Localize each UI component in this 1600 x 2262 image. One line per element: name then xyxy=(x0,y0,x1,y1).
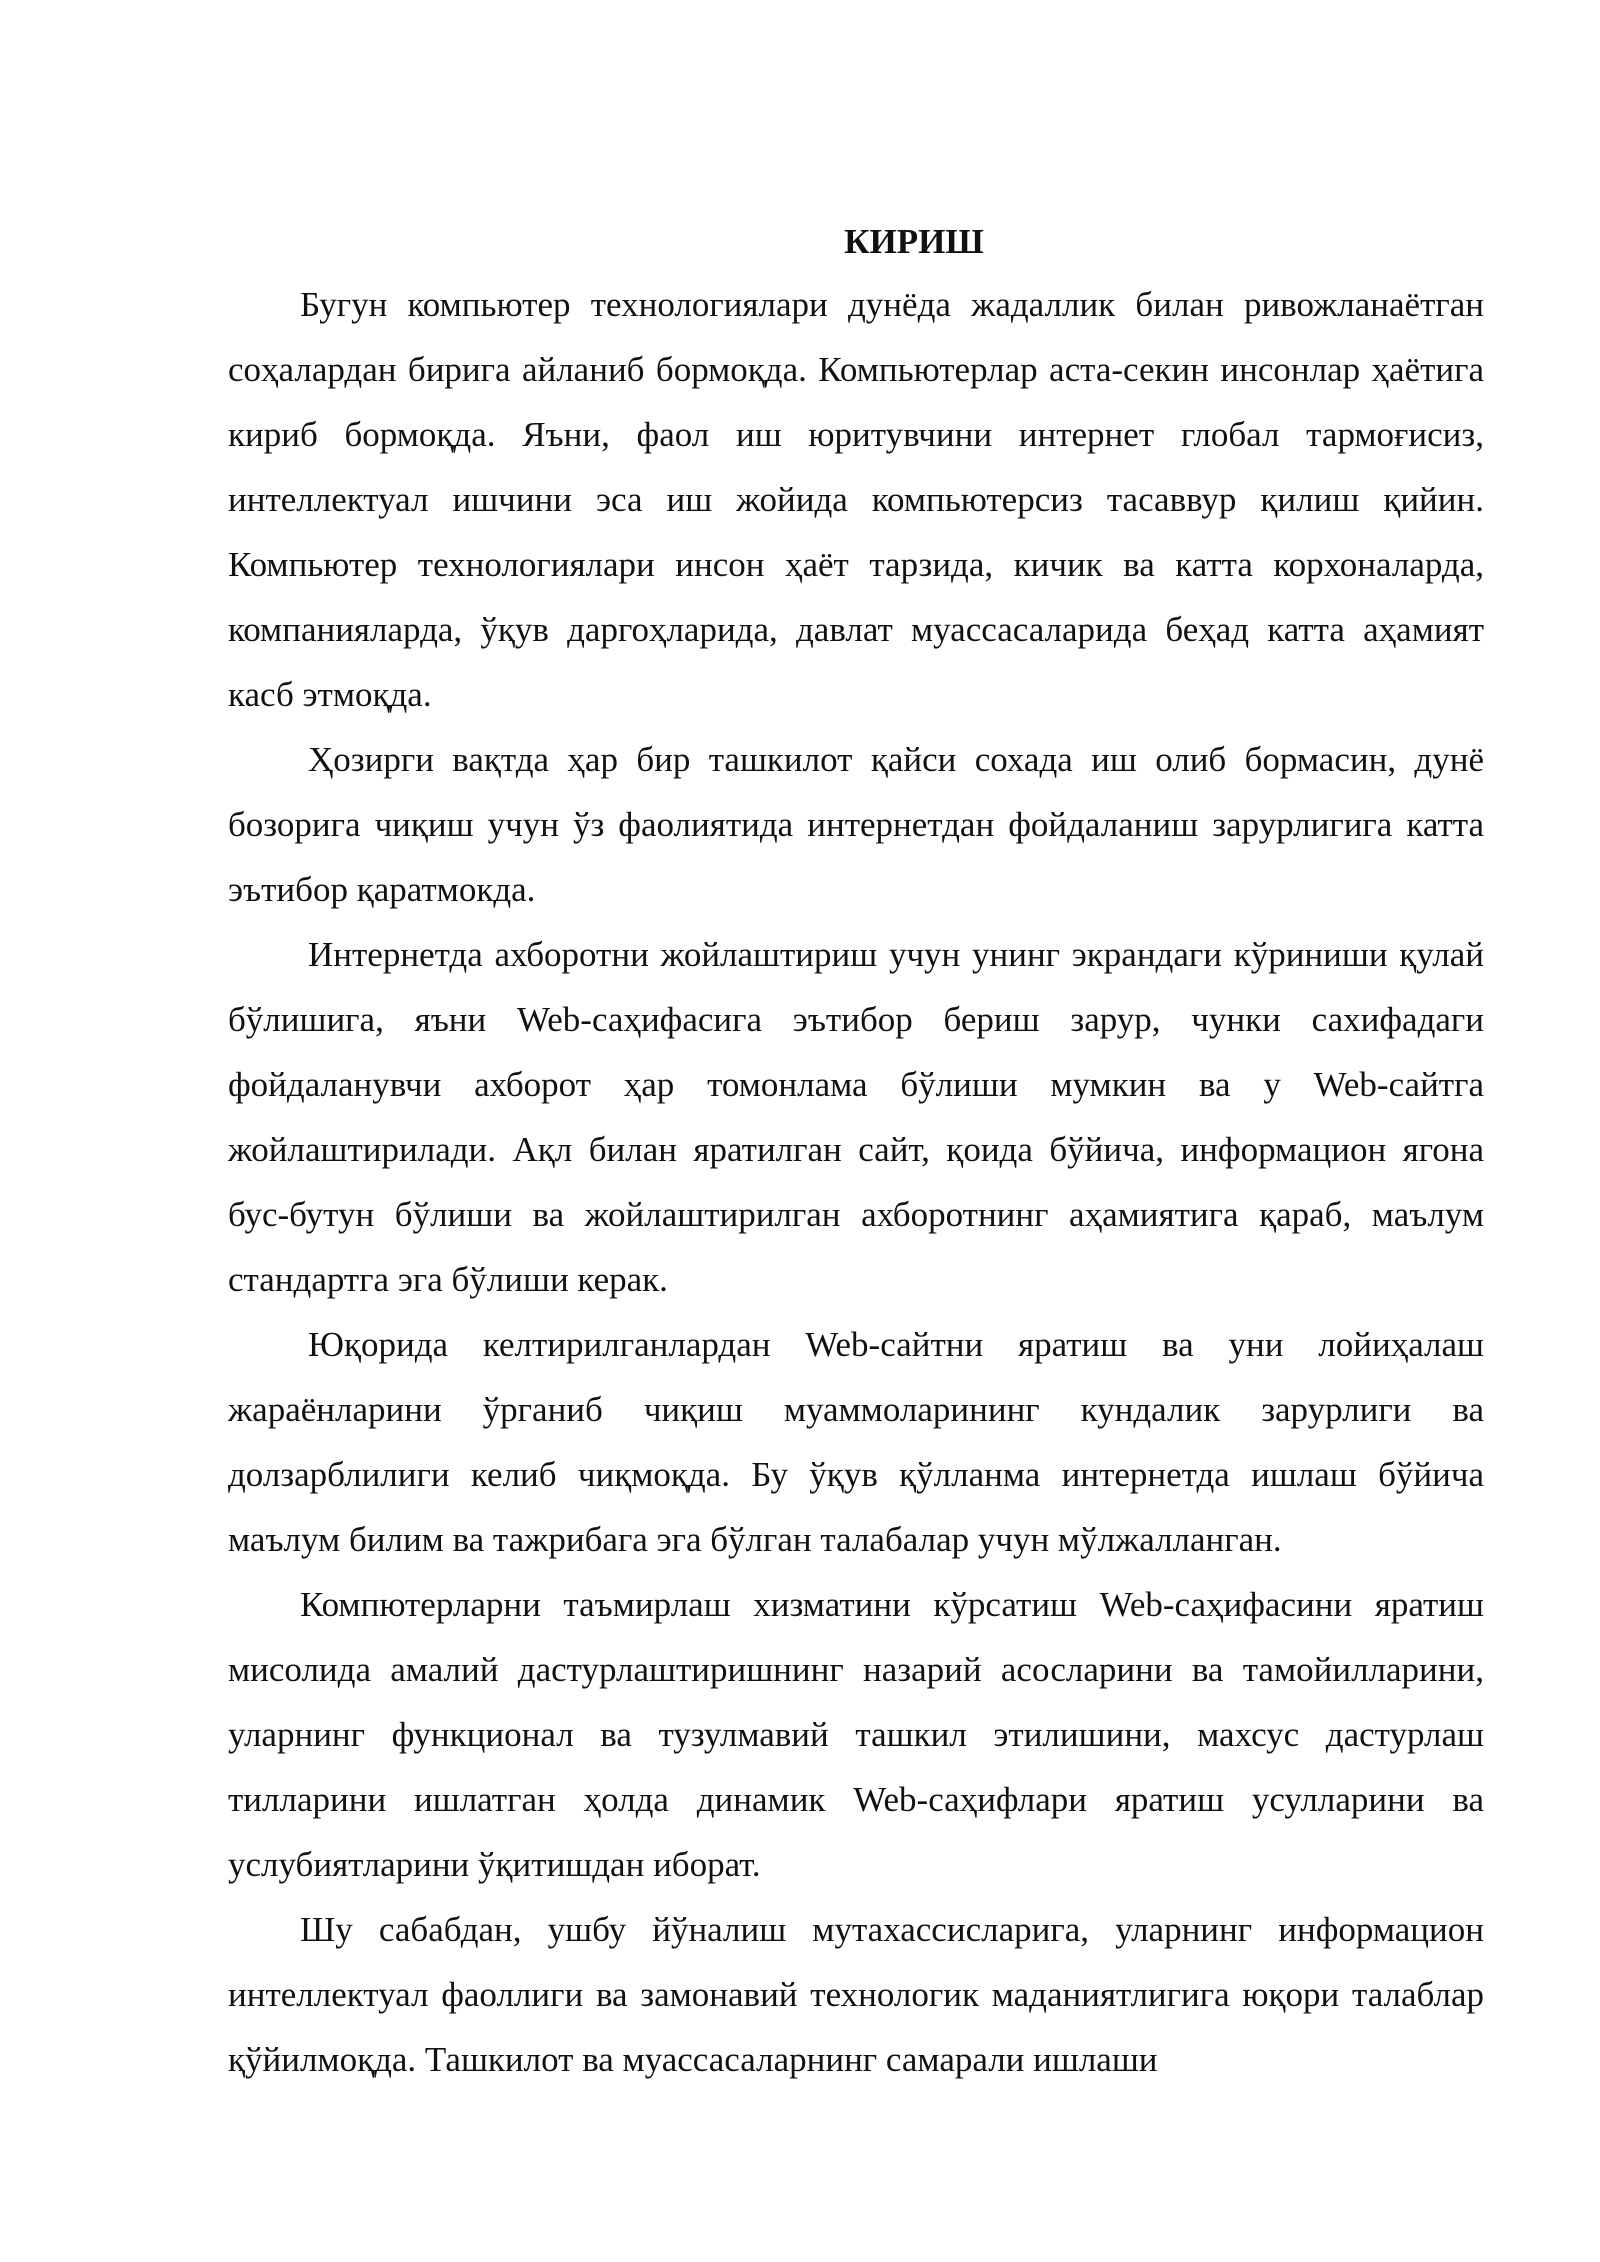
paragraph-4: Юқорида келтирилганлардан Web-сайтни яратиш ва уни лойиҳалаш жараёнларини ўрганиб чиқиш муаммоларининг кундалик зарурлиги ва долзарблилиги келиб чиқмоқда. Бу ўқув қўлланма интернетда ишлаш бўйича маълум билим ва тажрибага эга бўлган талабалар учун мўлжалланган. xyxy=(228,1325,1484,1559)
paragraph-2: Ҳозирги вақтда ҳар бир ташкилот қайси сохада иш олиб бормасин, дунё бозорига чиқиш учун ўз фаолиятида интернетдан фойдаланиш зарурлигига катта эътибор қаратмокда. xyxy=(228,740,1484,909)
page-content xyxy=(228,212,1484,2092)
paragraph-5: Компютерларни таъмирлаш хизматини кўрсатиш Web-саҳифасини яратиш мисолида амалий дастурлаштиришнинг назарий асосларини ва тамойилларини, уларнинг функционал ва тузулмавий ташкил этилишини, махсус дастурлаш тилларини ишлатган ҳолда динамик Web-саҳифлари яратиш усулларини ва услубиятларини ўқитишдан иборат. xyxy=(228,1585,1484,1884)
page-title: КИРИШ xyxy=(844,222,984,261)
paragraph-3: Интернетда ахборотни жойлаштириш учун унинг экрандаги кўриниши қулай бўлишига, яъни Web-саҳифасига эътибор бериш зарур, чунки сахифадаги фойдаланувчи ахборот ҳар томонлама бўлиши мумкин ва у Web-сайтга жойлаштирилади. Ақл билан яратилган сайт, қоида бўйича, информацион ягона бус-бутун бўлиши ва жойлаштирилган ахборотнинг аҳамиятига қараб, маълум стандартга эга бўлиши керак. xyxy=(228,935,1484,1299)
paragraph-1: Бугун компьютер технологиялари дунёда жадаллик билан ривожланаётган соҳалардан бирига айланиб бормоқда. Компьютерлар аста-секин инсонлар ҳаётига кириб бормоқда. Яъни, фаол иш юритувчини интернет глобал тармоғисиз, интеллектуал ишчини эса иш жойида компьютерсиз тасаввур қилиш қийин. Компьютер технологиялари инсон ҳаёт тарзида, кичик ва катта корхоналарда, компанияларда, ўқув даргоҳларида, давлат муассасаларида беҳад катта аҳамият касб этмоқда. xyxy=(228,285,1484,714)
paragraph-6: Шу сабабдан, ушбу йўналиш мутахассисларига, уларнинг информацион интеллектуал фаоллиги ва замонавий технологик маданиятлигига юқори талаблар қўйилмоқда. Ташкилот ва муассасаларнинг самарали ишлаши xyxy=(228,1910,1484,2079)
